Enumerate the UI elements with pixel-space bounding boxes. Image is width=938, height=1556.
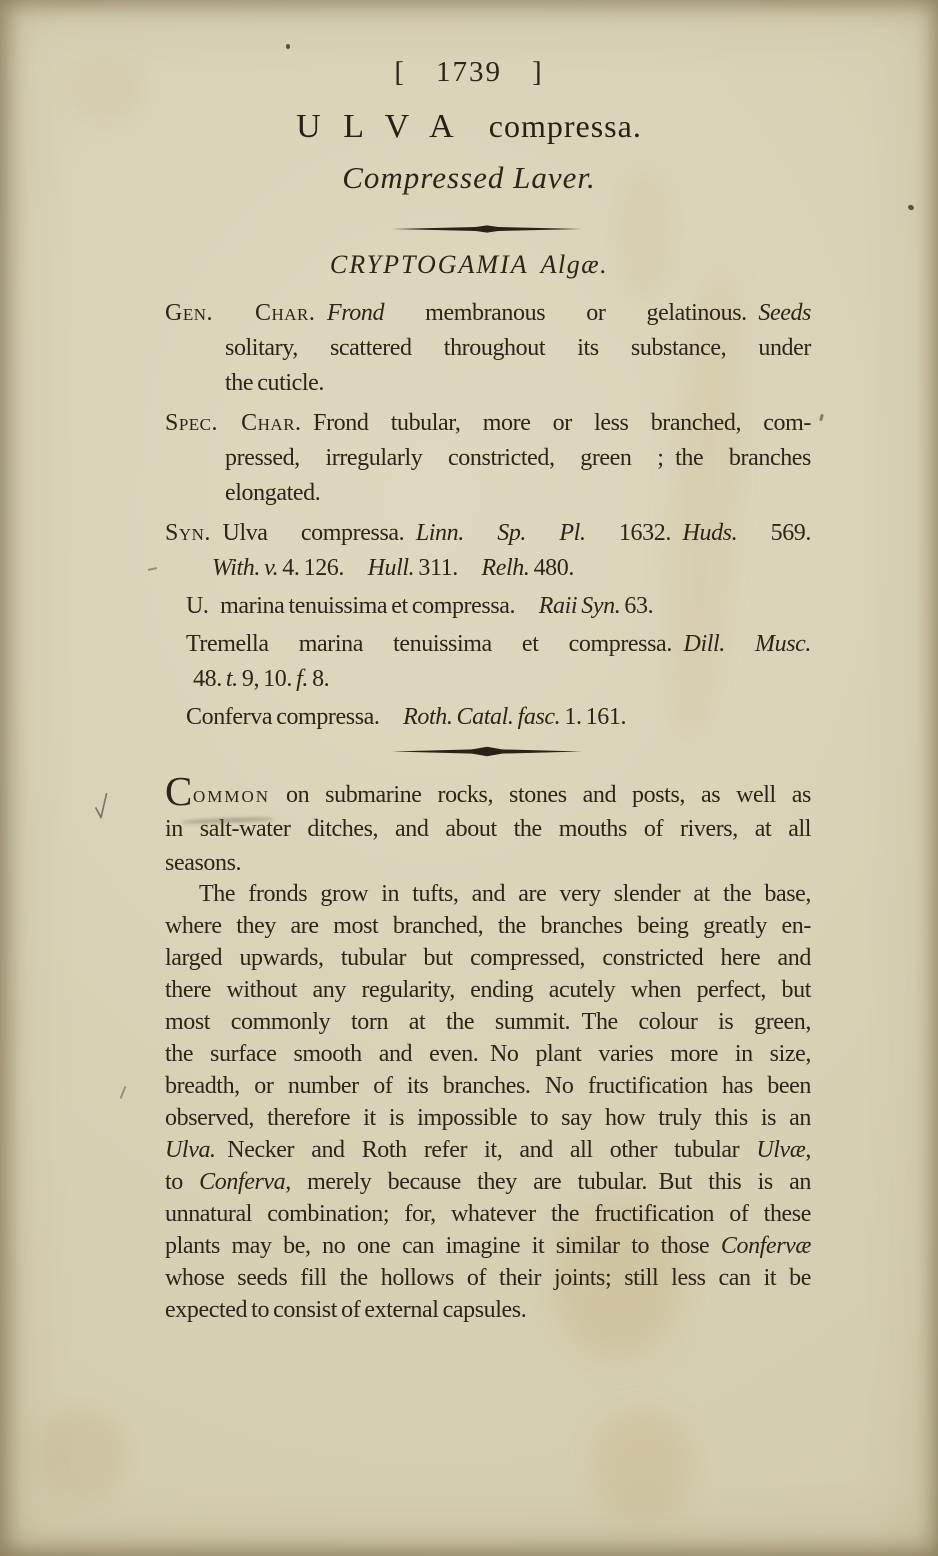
text-line: 48. t. 9, 10. f. 8. (193, 666, 330, 692)
class-group: Algæ. (540, 250, 609, 279)
margin-mark (148, 567, 157, 571)
text-line: the surface smooth and even. No plant varies more in size, (165, 1041, 811, 1067)
swelled-rule-divider (392, 224, 582, 234)
text-line: breadth, or number of its branches. No fructification has been (165, 1073, 811, 1099)
text-line: pressed, irregularly constricted, green ; the branches (225, 445, 811, 471)
text-line: elongated. (225, 480, 321, 506)
text-line: Gen. Char. Frond membranous or gelatinous. Seeds (165, 300, 811, 326)
text-line: in salt-water ditches, and about the mouths of rivers, at all (165, 816, 811, 842)
margin-mark (120, 1086, 127, 1099)
bracket-open: [ (394, 56, 406, 88)
taxonomy-entries (165, 296, 811, 735)
text-line: seasons. (165, 850, 242, 876)
species-epithet: compressa. (488, 108, 642, 144)
genus-name: U L V A (296, 108, 461, 145)
text-line: unnatural combination; for, whatever the fructification of these (165, 1201, 811, 1227)
text-line: plants may be, no one can imagine it similar to those Confervæ (165, 1233, 811, 1259)
swelled-rule-divider (392, 746, 582, 757)
foxing-stain (36, 1410, 126, 1500)
text-line: observed, therefore it is impossible to say how truly this is an (165, 1105, 811, 1131)
ink-speck (819, 414, 824, 422)
description-paragraph-common (165, 768, 811, 880)
text-line: solitary, scattered throughout its substance, under (225, 335, 811, 361)
foxing-stain (592, 1410, 692, 1520)
text-line: Common on submarine rocks, stones and posts, as well as (165, 768, 811, 814)
pencil-mark (90, 789, 122, 828)
text-line: U. marina tenuissima et compressa. Raii Syn. 63. (186, 593, 654, 619)
classification-heading (0, 250, 938, 280)
text-line: expected to consist of external capsules. (165, 1297, 527, 1323)
text-line: there without any regularity, ending acutely when perfect, but (165, 977, 811, 1003)
common-name-subtitle: Compressed Laver. (342, 160, 596, 195)
text-line: Syn. Ulva compressa. Linn. Sp. Pl. 1632. Huds. 569. (165, 520, 811, 546)
text-line: Ulva. Necker and Roth refer it, and all other tubular Ulvæ, (165, 1137, 811, 1163)
text-line: The fronds grow in tufts, and are very slender at the base, (199, 881, 811, 907)
class-order: CRYPTOGAMIA (329, 250, 529, 279)
ink-speck (907, 204, 914, 211)
text-line: Conferva compressa. Roth. Catal. fasc. 1. 161. (186, 704, 627, 730)
ink-speck (286, 44, 290, 49)
text-line: most commonly torn at the summit. The colour is green, (165, 1009, 811, 1035)
text-line: Spec. Char. Frond tubular, more or less branched, com- (165, 410, 811, 436)
text-line: With. v. 4. 126. Hull. 311. Relh. 480. (212, 555, 574, 581)
description-paragraph-fronds (165, 878, 811, 1326)
text-line: to Conferva, merely because they are tubular. But this is an (165, 1169, 811, 1195)
text-line: whose seeds fill the hollows of their joints; still less can it be (165, 1265, 811, 1291)
text-line: the cuticle. (225, 370, 324, 396)
text-line: larged upwards, tubular but compressed, constricted here and (165, 945, 811, 971)
species-title (0, 108, 938, 146)
text-line: Tremella marina tenuissima et compressa. Dill. Musc. (186, 631, 811, 657)
bracket-close: ] (532, 56, 544, 88)
plate-number: 1739 (436, 56, 502, 88)
plate-number-line (0, 56, 938, 89)
text-line: where they are most branched, the branches being greatly en- (165, 913, 811, 939)
